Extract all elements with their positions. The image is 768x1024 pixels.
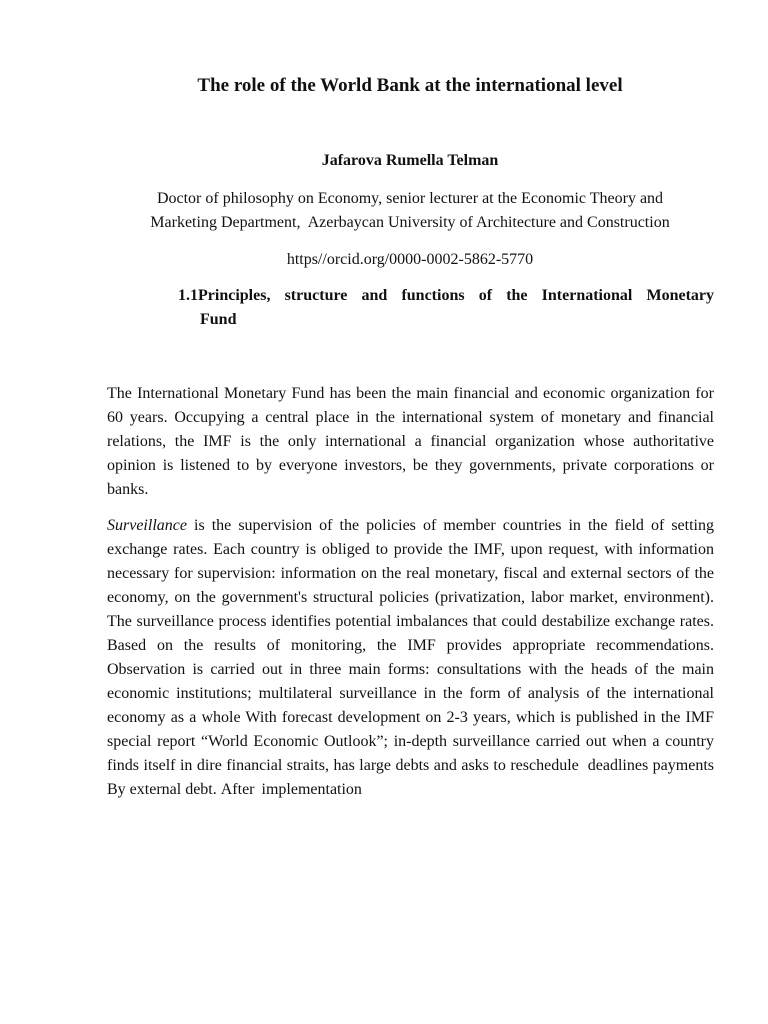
section-number: 1.1 bbox=[178, 287, 198, 304]
paragraph-imf-intro: The International Monetary Fund has been the main financial and economic organization for 60 years. Occupying a central place in the international system of monetary and financial relations, the IMF is the only international a financial organization whose authoritative opinion is listened to by everyone investors, be they governments, private corporations or banks. bbox=[107, 385, 714, 498]
surveillance-tail: After implementation bbox=[220, 781, 362, 798]
section-title-part-2: Fund bbox=[200, 311, 237, 328]
section-heading bbox=[178, 284, 714, 332]
surveillance-term: Surveillance bbox=[107, 517, 187, 534]
surveillance-body: is the supervision of the policies of member countries in the field of setting exchange rates. Each country is obliged to provide the IMF, upon request, with information necessary for supervision: information on the real monetary, fiscal and external sectors of the economy, on the government's structural policies (privatization, labor market, environment). The surveillance process identifies potential imbalances that could destabilize exchange rates. Based on the results of monitoring, the IMF provides appropriate recommendations. Observation is carried out in three main forms: consultations with the heads of the main economic institutions; multilateral surveillance in the form of analysis of the international economy as a whole With forecast development on 2-3 years, which is published in the IMF special report “World Economic Outlook”; in-depth surveillance carried out when a country finds itself in dire financial straits, has large debts and asks to reschedule deadlines payments By external debt. bbox=[107, 517, 718, 798]
section-title-part-1: Principles, structure and functions of the International Monetary bbox=[198, 287, 714, 304]
author-affiliation bbox=[0, 187, 768, 235]
document-title: The role of the World Bank at the international level bbox=[197, 75, 623, 96]
author-name: Jafarova Rumella Telman bbox=[321, 152, 499, 169]
orcid-link[interactable]: https//orcid.org/0000-0002-5862-5770 bbox=[286, 251, 534, 268]
affiliation-line-2: Marketing Department, Azerbaycan University of Architecture and Construction bbox=[150, 214, 670, 231]
paragraph-surveillance bbox=[107, 514, 718, 802]
section-heading-line-1 bbox=[178, 284, 714, 308]
affiliation-line-1: Doctor of philosophy on Economy, senior lecturer at the Economic Theory and bbox=[156, 190, 664, 207]
